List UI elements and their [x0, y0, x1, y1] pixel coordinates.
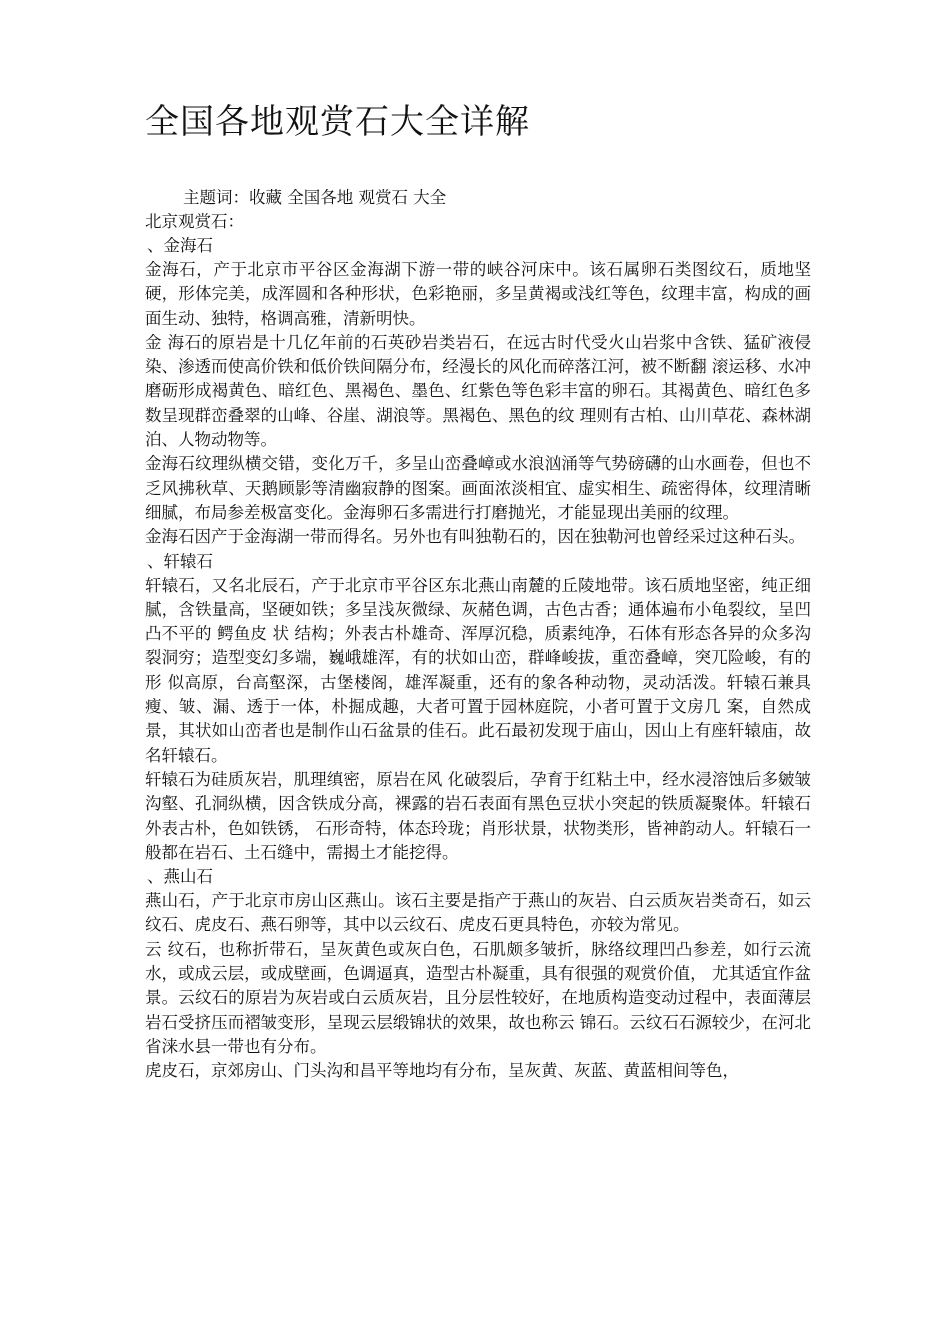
paragraph-xuanyuan-2: 轩辕石为硅质灰岩，肌理缜密，原岩在风 化破裂后，孕育于红粘土中，经水浸溶蚀后多皴皱沟壑、孔洞纵横，因含铁成分高，裸露的岩石表面有黑色豆状小突起的铁质凝聚体。轩辕石外表古朴，色如铁锈， 石形奇特，体态玲珑；肖形状景，状物类形，皆神韵动人。轩辕石一般都在岩石、土石缝中，需揭土才能挖得。 — [145, 769, 811, 862]
document-page — [145, 0, 811, 1084]
subheading-jinhai: 、金海石 — [147, 236, 213, 255]
keywords-line: 主题词：收藏 全国各地 观赏石 大全 — [183, 188, 447, 207]
page-title: 全国各地观赏石大全详解 — [145, 102, 530, 142]
paragraph-yanshan-1: 燕山石，产于北京市房山区燕山。该石主要是指产于燕山的灰岩、白云质灰岩类奇石，如云纹石、虎皮石、燕石卵等，其中以云纹石、虎皮石更具特色，亦较为常见。 — [145, 891, 811, 935]
paragraph-xuanyuan-1: 轩辕石，又名北辰石，产于北京市平谷区东北燕山南麓的丘陵地带。该石质地坚密，纯正细腻，含铁量高，坚硬如铁；多呈浅灰微绿、灰赭色调，古色古香；通体遍布小龟裂纹，呈凹凸不平的 鳄鱼皮 状 结构；外表古朴雄奇、浑厚沉稳，质素纯净，石体有形态各异的众多沟裂洞穷；造型变幻多端，巍峨雄浑，有的状如山峦，群峰峻拔，重峦叠嶂，突兀险峻，有的形 似高原，台高壑深，古堡楼阁，雄浑凝重，还有的象各种动物，灵动活泼。轩辕石兼具瘦、皱、漏、透于一体，朴掘成趣，大者可置于园林庭院，小者可置于文房几 案，自然成景，其状如山峦者也是制作山石盆景的佳石。此石最初发现于庙山，因山上有座轩辕庙，故名轩辕石。 — [145, 575, 811, 765]
paragraph-jinhai-3: 金海石纹理纵横交错，变化万千，多呈山峦叠嶂或水浪汹涌等气势磅礴的山水画卷，但也不乏风拂秋草、天鹅顾影等清幽寂静的图案。画面浓淡相宜、虚实相生、疏密得体，纹理清晰细腻，布局参差极富变化。金海卵石多需进行打磨抛光，才能显现出美丽的纹理。 — [145, 454, 811, 522]
section-heading-beijing: 北京观赏石： — [145, 212, 244, 231]
paragraph-yanshan-2: 云 纹石，也称折带石，呈灰黄色或灰白色，石肌颇多皱折，脉络纹理凹凸参差，如行云流水，或成云层，或成壁画，色调逼真，造型古朴凝重，具有很强的观赏价值， 尤其适宜作盆景。云纹石的原岩为灰岩或白云质灰岩，且分层性较好，在地质构造变动过程中，表面薄层岩石受挤压而褶皱变形，呈现云层缎锦状的效果，故也称云 锦石。云纹石石源较少，在河北省涞水县一带也有分布。 — [145, 939, 811, 1056]
paragraph-jinhai-4: 金海石因产于金海湖一带而得名。另外也有叫独勒石的，因在独勒河也曾经采过这种石头。 — [145, 527, 805, 547]
paragraph-jinhai-2: 金 海石的原岩是十几亿年前的石英砂岩类岩石，在远古时代受火山岩浆中含铁、猛矿液侵染、渗透而使高价铁和低价铁间隔分布，经漫长的风化而碎落江河，被不断翻 滚运移、水冲磨砺形成褐黄色、暗红色、黑褐色、墨色、红紫色等色彩丰富的卵石。其褐黄色、暗红色多数呈现群峦叠翠的山峰、谷崖、湖浪等。黑褐色、黑色的纹 理则有古柏、山川草花、森林湖泊、人物动物等。 — [145, 332, 811, 450]
paragraph-jinhai-1: 金海石，产于北京市平谷区金海湖下游一带的峡谷河床中。该石属卵石类图纹石，质地坚硬，形体完美，成浑圆和各种形状，色彩艳丽，多呈黄褐或浅红等色，纹理丰富，构成的画面生动、独特，格调高雅，清新明快。 — [145, 260, 811, 328]
subheading-xuanyuan: 、轩辕石 — [147, 551, 213, 571]
subheading-yanshan: 、燕山石 — [147, 867, 213, 887]
paragraph-yanshan-3: 虎皮石，京郊房山、门头沟和昌平等地均有分布，呈灰黄、灰蓝、黄蓝相间等色， — [145, 1061, 739, 1081]
